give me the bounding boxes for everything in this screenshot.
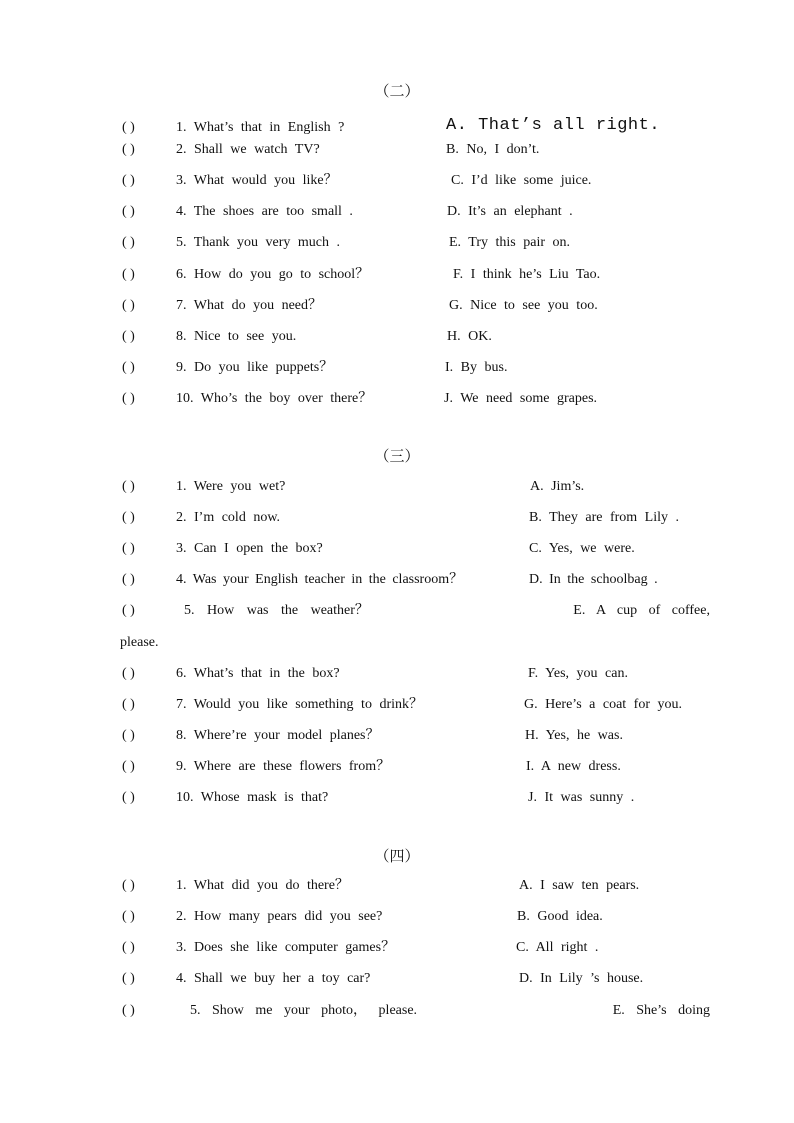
question-row xyxy=(0,118,794,138)
question-row xyxy=(0,358,794,378)
question-text: 6. What’s that in the box? xyxy=(176,666,340,681)
answer-blank: ( ) xyxy=(122,329,135,344)
question-text: 1. What did you do there？ xyxy=(176,878,349,893)
question-text: 3. Does she like computer games？ xyxy=(176,940,396,955)
answer-blank: ( ) xyxy=(122,173,135,188)
answer-option: G. Here’s a coat for you. xyxy=(524,697,683,712)
answer-blank: ( ) xyxy=(122,878,135,893)
answer-blank: ( ) xyxy=(122,204,135,219)
question-row xyxy=(0,171,794,191)
question-text: 4. Was your English teacher in the classroom？ xyxy=(176,572,464,587)
section-heading-4: （四） xyxy=(374,849,420,865)
answer-option: C. Yes, we were. xyxy=(529,541,635,556)
question-text: 1. What’s that in English ? xyxy=(176,120,345,135)
answer-option: J. We need some grapes. xyxy=(444,391,598,406)
question-row xyxy=(0,938,794,958)
question-text: 2. Shall we watch TV? xyxy=(176,142,320,157)
answer-blank: ( ) xyxy=(122,728,135,743)
answer-option: I. By bus. xyxy=(445,360,508,375)
answer-option: D. In the schoolbag . xyxy=(529,572,658,587)
question-text: 2. I’m cold now. xyxy=(176,510,281,525)
question-row xyxy=(0,788,794,808)
question-text: 7. What do you need？ xyxy=(176,298,322,313)
answer-option: C. All right . xyxy=(516,940,599,955)
question-row xyxy=(0,539,794,559)
question-row xyxy=(0,265,794,285)
question-row xyxy=(0,726,794,746)
question-row xyxy=(0,876,794,896)
question-row xyxy=(0,296,794,316)
question-text: 8. Where’re your model planes？ xyxy=(176,728,380,743)
answer-blank: ( ) xyxy=(122,909,135,924)
answer-option: C. I’d like some juice. xyxy=(451,173,592,188)
question-row xyxy=(0,664,794,684)
answer-option: A. I saw ten pears. xyxy=(519,878,640,893)
answer-blank: ( ) xyxy=(122,971,135,986)
answer-blank: ( ) xyxy=(122,603,135,618)
question-text: 4. Shall we buy her a toy car? xyxy=(176,971,371,986)
answer-option: H. OK. xyxy=(447,329,492,344)
answer-option: A. Jim’s. xyxy=(530,479,585,494)
answer-option: A. That’s all right. xyxy=(446,116,661,135)
question-row xyxy=(0,508,794,528)
question-row xyxy=(0,327,794,347)
question-text: 10. Whose mask is that? xyxy=(176,790,329,805)
answer-option: D. In Lily ’s house. xyxy=(519,971,644,986)
question-text: 1. Were you wet? xyxy=(176,479,286,494)
question-text: 7. Would you like something to drink？ xyxy=(176,697,423,712)
question-text: 4. The shoes are too small . xyxy=(176,204,353,219)
question-row-wrapped xyxy=(122,1001,710,1021)
question-row xyxy=(0,233,794,253)
answer-blank: ( ) xyxy=(122,120,135,135)
answer-option: B. No, I don’t. xyxy=(446,142,540,157)
question-row-wrapped xyxy=(122,601,710,621)
question-row xyxy=(0,969,794,989)
answer-option: G. Nice to see you too. xyxy=(449,298,598,313)
answer-option: D. It’s an elephant . xyxy=(447,204,573,219)
answer-blank: ( ) xyxy=(122,267,135,282)
question-row xyxy=(0,757,794,777)
answer-option: E. She’s doing xyxy=(612,1003,710,1018)
answer-option: I. A new dress. xyxy=(526,759,621,774)
section-heading-2: （二） xyxy=(374,84,420,100)
question-text: 8. Nice to see you. xyxy=(176,329,297,344)
answer-blank: ( ) xyxy=(122,541,135,556)
answer-blank: ( ) xyxy=(122,298,135,313)
answer-option: E. A cup of coffee, xyxy=(573,603,710,618)
question-text: 5. How was the weather？ xyxy=(184,603,369,618)
question-row xyxy=(0,695,794,715)
answer-option: H. Yes, he was. xyxy=(525,728,623,743)
answer-option: F. Yes, you can. xyxy=(528,666,628,681)
answer-blank: ( ) xyxy=(122,391,135,406)
question-text: 10. Who’s the boy over there？ xyxy=(176,391,373,406)
question-text: 5. Show me your photo， please. xyxy=(190,1003,418,1018)
question-text: 9. Where are these flowers from？ xyxy=(176,759,391,774)
section-heading-3: （三） xyxy=(374,449,420,465)
answer-blank: ( ) xyxy=(122,142,135,157)
answer-option: F. I think he’s Liu Tao. xyxy=(453,267,601,282)
answer-blank: ( ) xyxy=(122,572,135,587)
question-row xyxy=(0,570,794,590)
question-row xyxy=(0,202,794,222)
answer-option: B. Good idea. xyxy=(517,909,603,924)
question-text: 6. How do you go to school？ xyxy=(176,267,370,282)
answer-continuation: please. xyxy=(120,635,159,650)
answer-option: B. They are from Lily . xyxy=(529,510,679,525)
answer-blank: ( ) xyxy=(122,666,135,681)
answer-option: J. It was sunny . xyxy=(528,790,635,805)
question-text: 5. Thank you very much . xyxy=(176,235,340,250)
answer-blank: ( ) xyxy=(122,510,135,525)
answer-blank: ( ) xyxy=(122,940,135,955)
answer-blank: ( ) xyxy=(122,360,135,375)
answer-blank: ( ) xyxy=(122,759,135,774)
question-row xyxy=(0,907,794,927)
question-text: 3. What would you like？ xyxy=(176,173,338,188)
question-row xyxy=(0,389,794,409)
answer-blank: ( ) xyxy=(122,790,135,805)
question-text: 3. Can I open the box? xyxy=(176,541,323,556)
question-row xyxy=(0,477,794,497)
question-text: 9. Do you like puppets？ xyxy=(176,360,334,375)
answer-option: E. Try this pair on. xyxy=(449,235,571,250)
answer-blank: ( ) xyxy=(122,697,135,712)
answer-blank: ( ) xyxy=(122,1003,135,1018)
question-row xyxy=(0,140,794,160)
answer-blank: ( ) xyxy=(122,479,135,494)
question-text: 2. How many pears did you see? xyxy=(176,909,383,924)
answer-blank: ( ) xyxy=(122,235,135,250)
